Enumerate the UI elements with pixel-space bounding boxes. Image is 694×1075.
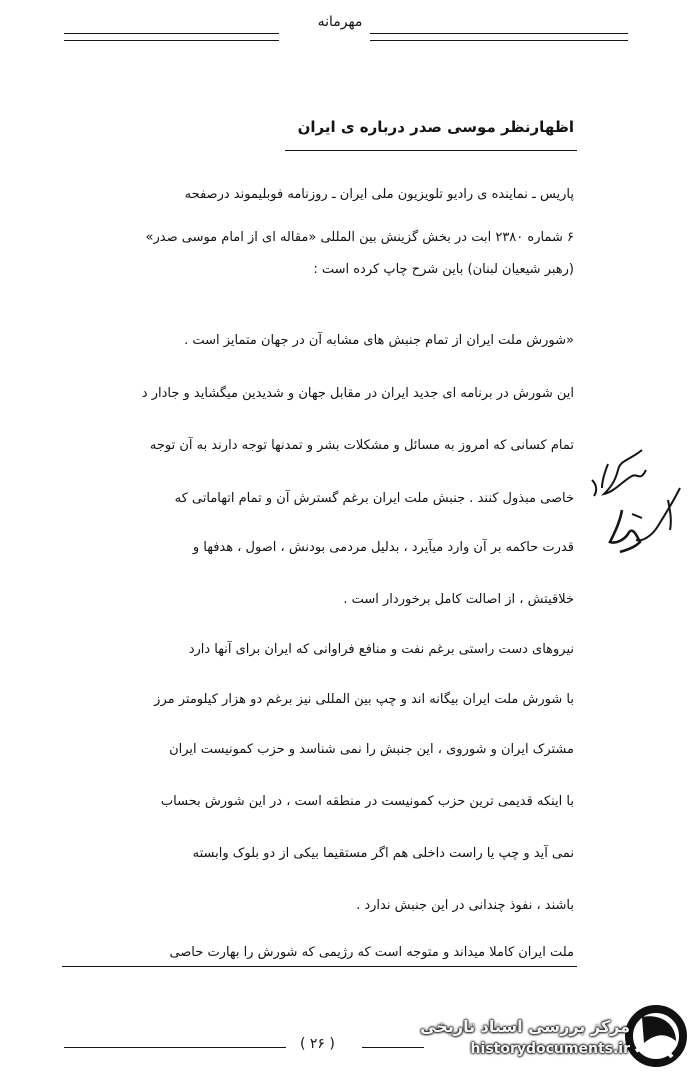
page-number: ( ۲۶ ) — [300, 1036, 335, 1052]
body-line: نیروهای دست راستی برغم نفت و منافع فراوانی که ایران برای آنها دارد — [188, 642, 574, 657]
watermark-emblem-icon — [622, 1003, 690, 1069]
handwritten-margin-note — [580, 430, 690, 570]
body-line: تمام کسانی که امروز به مسائل و مشکلات بشر و تمدنها توجه دارند به آن توجه — [149, 438, 574, 453]
body-line: این شورش در برنامه ای جدید ایران در مقابل جهان و شدیدین میگشاید و جادار د — [141, 386, 574, 401]
body-line: با اینکه قدیمی ترین حزب کمونیست در منطقه است ، در این شورش بحساب — [160, 794, 574, 809]
body-line: «شورش ملت ایران از تمام جنبش های مشابه آن در جهان متمایز است . — [184, 333, 574, 348]
body-line: پاریس ـ نماینده ی رادیو تلویزیون ملی ایران ـ روزنامه فوبلیموند درصفحه — [184, 187, 574, 202]
body-line: نمی آید و چپ یا راست داخلی هم اگر مستقیما بیکی از دو بلوک وابسته — [192, 846, 574, 861]
body-line: خلاقیتش ، از اصالت کامل برخوردار است . — [343, 592, 574, 607]
last-line-underline — [62, 966, 577, 967]
body-line: ملت ایران کاملا میداند و متوجه است که رژیمی که شورش را بهارت حاصی — [169, 945, 574, 960]
body-line: خاصی مبذول کنند . جنبش ملت ایران برغم گسترش آن و تمام اتهاماتی که — [174, 491, 574, 506]
watermark-url: historydocuments.ir — [470, 1041, 630, 1057]
watermark-name: مرکز بررسی اسناد تاریخی — [420, 1017, 630, 1036]
header-rule-left-1 — [64, 33, 279, 34]
footer-rule-left — [64, 1047, 286, 1048]
header-rule-right-2 — [370, 40, 628, 41]
body-line: (رهبر شیعیان لبنان) باین شرح چاپ کرده است : — [313, 262, 574, 277]
body-line: ۶ شماره ۲۳۸۰ ابت در بخش گزینش بین المللی «مقاله ای از امام موسی صدر» — [145, 230, 574, 245]
body-line: با شورش ملت ایران بیگانه اند و چپ بین المللی نیز برغم دو هزار کیلومتر مرز — [154, 692, 574, 707]
body-line: باشند ، نفوذ چندانی در این جنبش ندارد . — [356, 898, 574, 913]
title-underline — [285, 150, 577, 151]
body-line: قدرت حاکمه بر آن وارد میآیرد ، بدلیل مردمی بودنش ، اصول ، هدفها و — [192, 540, 574, 555]
body-line: مشترک ایران و شوروی ، این جنبش را نمی شناسد و حزب کمونیست ایران — [169, 742, 574, 757]
article-title: اظهارنظر موسی صدر درباره ی ایران — [297, 118, 574, 136]
header-rule-right-1 — [370, 33, 628, 34]
running-header: مهرمانه — [317, 14, 363, 30]
watermark-logo — [408, 1003, 690, 1069]
header-rule-left-2 — [64, 40, 279, 41]
